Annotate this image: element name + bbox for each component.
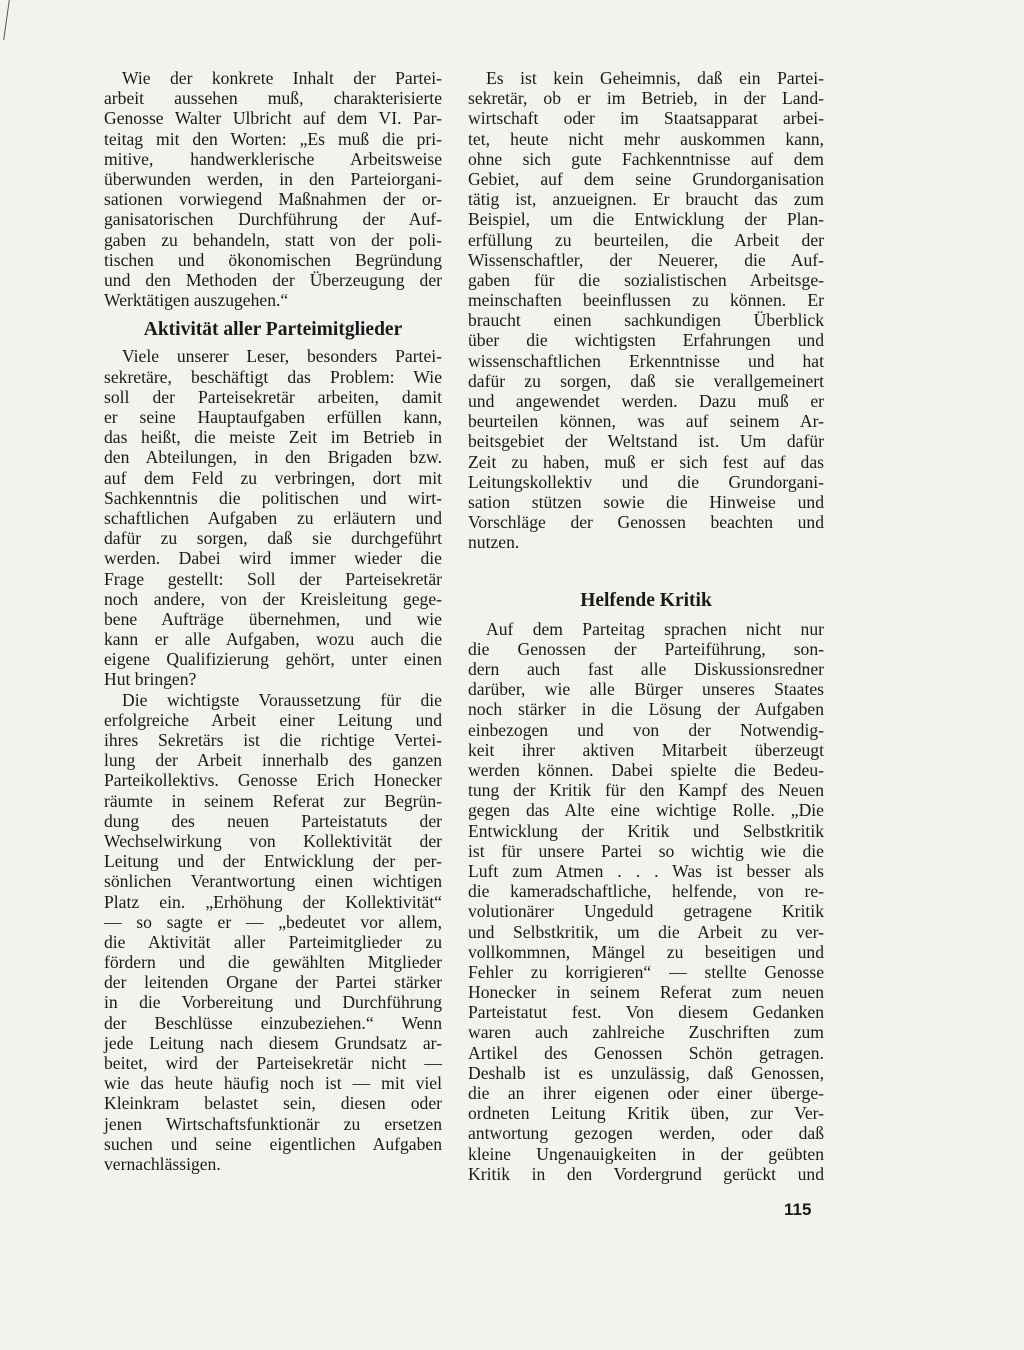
text-line: suchen und seine eigentlichen Aufgaben (104, 1133, 442, 1154)
text-line: Frage gestellt: Soll der Parteisekretär (104, 568, 442, 589)
text-line: vollkommnen, Mängel zu beseitigen und (468, 941, 824, 962)
text-line: — so sagte er — „bedeutet vor allem, (104, 911, 442, 932)
text-line: fördern und die gewählten Mitglieder (104, 952, 442, 973)
text-line: jenen Wirtschaftsfunktionär zu ersetzen (104, 1113, 442, 1134)
text-line: waren auch zahlreiche Zuschriften zum (468, 1022, 824, 1043)
text-line: den Abteilungen, in den Brigaden bzw. (104, 447, 442, 468)
text-line: sekretäre, beschäftigt das Problem: Wie (104, 366, 442, 387)
text-line: schaftlichen Aufgaben zu erläutern und (104, 507, 442, 528)
text-line: Gebiet, auf dem seine Grundorganisation (468, 168, 824, 189)
text-line: noch stärker in die Lösung der Aufgaben (468, 699, 824, 720)
text-line: meinschaften beeinflussen zu können. Er (468, 290, 824, 311)
text-line: teitag mit den Worten: „Es muß die pri- (104, 128, 442, 149)
text-line: Fehler zu korrigieren“ — stellte Genosse (468, 961, 824, 982)
text-line: braucht einen sachkundigen Überblick (468, 310, 824, 331)
text-line: Leitungskollektiv und die Grundorgani- (468, 471, 824, 492)
text-line: und Selbstkritik, um die Arbeit zu ver- (468, 921, 824, 942)
text-line: kann er alle Aufgaben, wozu auch die (104, 629, 442, 650)
text-line: ist für unsere Partei so wichtig wie die (468, 840, 824, 861)
text-line: überwunden werden, in den Parteiorgani- (104, 168, 442, 189)
text-line: Parteistatut fest. Von diesem Gedanken (468, 1002, 824, 1023)
text-line: die Aktivität aller Parteimitglieder zu (104, 931, 442, 952)
text-line: Deshalb ist es unzulässig, daß Genossen, (468, 1062, 824, 1083)
text-line: dern auch fast alle Diskussionsredner (468, 659, 824, 680)
text-line: Auf dem Parteitag sprachen nicht nur (486, 618, 824, 639)
text-line: Sachkenntnis die politischen und wirt- (104, 487, 442, 508)
text-line: der Beschlüsse einzubeziehen.“ Wenn (104, 1012, 442, 1033)
text-line: tätig ist, anzueignen. Er braucht das zum (468, 189, 824, 210)
text-line: nutzen. (468, 532, 520, 553)
text-line: vernachlässigen. (104, 1153, 221, 1174)
left-paragraph-1 (104, 68, 442, 310)
text-line: eigene Qualifizierung gehört, unter einen (104, 649, 442, 670)
text-line: ihres Sekretärs ist die richtige Vertei- (104, 730, 442, 751)
heading-aktivitaet: Aktivität aller Parteimitglieder (143, 319, 403, 341)
text-line: keit ihrer aktiven Mitarbeit überzeugt (468, 739, 824, 760)
text-line: Genosse Walter Ulbricht auf dem VI. Par- (104, 108, 442, 129)
text-line: werden können. Dabei spielte die Bedeu- (468, 760, 824, 781)
left-paragraph-3 (104, 690, 442, 1175)
text-line: arbeit aussehen muß, charakterisierte (104, 88, 442, 109)
text-line: antwortung gezogen werden, oder daß (468, 1123, 824, 1144)
text-line: der leitenden Organe der Partei stärker (104, 972, 442, 993)
text-line: Zeit zu haben, muß er sich fest auf das (468, 451, 824, 472)
text-line: sekretär, ob er im Betrieb, in der Land- (468, 88, 824, 109)
margin-pencil-mark (3, 0, 24, 40)
text-line: Es ist kein Geheimnis, daß ein Partei- (486, 68, 824, 88)
text-line: Leitung und der Entwicklung der per- (104, 851, 442, 872)
text-line: wie das heute häufig noch ist — mit viel (104, 1073, 442, 1094)
text-line: Wie der konkrete Inhalt der Partei- (122, 68, 442, 88)
text-line: Beispiel, um die Entwicklung der Plan- (468, 209, 824, 230)
text-line: beitet, wird der Parteisekretär nicht — (104, 1053, 442, 1074)
text-line: ordneten Leitung Kritik üben, zur Ver- (468, 1103, 824, 1124)
text-line: lung der Arbeit innerhalb des ganzen (104, 750, 442, 771)
text-line: Luft zum Atmen . . . Was ist besser als (468, 860, 824, 881)
text-line: die an ihrer eigenen oder einer überge- (468, 1083, 824, 1104)
text-line: werden. Dabei wird immer wieder die (104, 548, 442, 569)
text-line: Wissenschaftler, der Neuerer, die Auf- (468, 249, 824, 270)
text-line: Kritik in den Vordergrund gerückt und (468, 1163, 824, 1184)
text-line: erfüllung zu beurteilen, die Arbeit der (468, 229, 824, 250)
text-line: tet, heute nicht mehr auskommen kann, (468, 128, 824, 149)
text-line: dafür zu sorgen, daß sie verallgemeinert (468, 370, 824, 391)
text-line: räumte in seinem Referat zur Begrün- (104, 790, 442, 811)
text-line: Die wichtigste Voraussetzung für die (122, 689, 442, 710)
text-line: Honecker in seinem Referat zum neuen (468, 982, 824, 1003)
text-line: dung des neuen Parteistatuts der (104, 810, 442, 831)
text-line: Entwicklung der Kritik und Selbstkritik (468, 820, 824, 841)
text-line: wirtschaft oder im Staatsapparat arbei- (468, 108, 824, 129)
text-line: volutionärer Ungeduld getragene Kritik (468, 901, 824, 922)
text-line: sationen vorwiegend Maßnahmen der or- (104, 189, 442, 210)
text-line: sation stützen sowie die Hinweise und (468, 491, 824, 512)
left-column (104, 68, 442, 1174)
text-line: Kleinkram belastet sein, diesen oder (104, 1093, 442, 1114)
heading-helfende-kritik: Helfende Kritik (580, 589, 712, 611)
text-line: die kameradschaftliche, helfende, von re- (468, 881, 824, 902)
text-line: wissenschaftlichen Erkenntnisse und hat (468, 350, 824, 371)
text-line: gegen das Alte eine wichtige Rolle. „Die (468, 800, 824, 821)
right-paragraph-1 (468, 68, 824, 553)
right-column (468, 68, 824, 1184)
text-line: Platz ein. „Erhöhung der Kollektivität“ (104, 891, 442, 912)
text-line: beurteilen können, was auf seinem Ar- (468, 411, 824, 432)
text-line: mitive, handwerklerische Arbeitsweise (104, 148, 442, 169)
text-line: kleine Ungenauigkeiten in der geübten (468, 1143, 824, 1164)
text-line: gaben zu behandeln, statt von der poli- (104, 229, 442, 250)
text-line: Wechselwirkung von Kollektivität der (104, 830, 442, 851)
text-line: tischen und ökonomischen Begründung (104, 249, 442, 270)
text-line: jede Leitung nach diesem Grundsatz ar- (104, 1032, 442, 1053)
text-line: gaben für die sozialistischen Arbeitsge- (468, 269, 824, 290)
text-line: und angewendet werden. Dazu muß er (468, 391, 824, 411)
text-line: bene Aufträge übernehmen, und wie (104, 608, 442, 629)
text-line: Vorschläge der Genossen beachten und (468, 512, 824, 533)
text-line: soll der Parteisekretär arbeiten, damit (104, 386, 442, 407)
page-number: 115 (784, 1200, 812, 1219)
text-line: in die Vorbereitung und Durchführung (104, 992, 442, 1013)
text-line: Parteikollektivs. Genosse Erich Honecker (104, 770, 442, 791)
text-line: Artikel des Genossen Schön getragen. (468, 1042, 824, 1063)
text-line: Viele unserer Leser, besonders Partei- (122, 346, 442, 367)
text-line: darüber, wie alle Bürger unseres Staates (468, 679, 824, 700)
text-line: sönlichen Verantwortung einen wichtigen (104, 871, 442, 892)
text-line: einbezogen und von der Notwendig- (468, 719, 824, 740)
text-line: tung der Kritik für den Kampf des Neuen (468, 780, 824, 801)
text-line: die Genossen der Parteiführung, son- (468, 638, 824, 659)
text-line: ohne sich gute Fachkenntnisse auf dem (468, 148, 824, 169)
text-line: noch andere, von der Kreisleitung gege- (104, 588, 442, 609)
left-paragraph-2 (104, 346, 442, 689)
text-line: ganisatorischen Durchführung der Auf- (104, 209, 442, 230)
text-line: das heißt, die meiste Zeit im Betrieb in (104, 427, 442, 448)
text-line: er seine Hauptaufgaben erfüllen kann, (104, 407, 442, 428)
text-line: über die wichtigsten Erfahrungen und (468, 330, 824, 351)
text-line: Hut bringen? (104, 669, 197, 690)
text-line: beitsgebiet der Weltstand ist. Um dafür (468, 431, 824, 452)
text-line: und den Methoden der Überzeugung der (104, 269, 442, 290)
right-paragraph-2 (468, 619, 824, 1184)
text-line: Werktätigen auszugehen.“ (104, 290, 289, 311)
text-line: erfolgreiche Arbeit einer Leitung und (104, 709, 442, 730)
text-line: auf dem Feld zu verbringen, dort mit (104, 467, 442, 488)
text-line: dafür zu sorgen, daß sie durchgeführt (104, 528, 442, 549)
